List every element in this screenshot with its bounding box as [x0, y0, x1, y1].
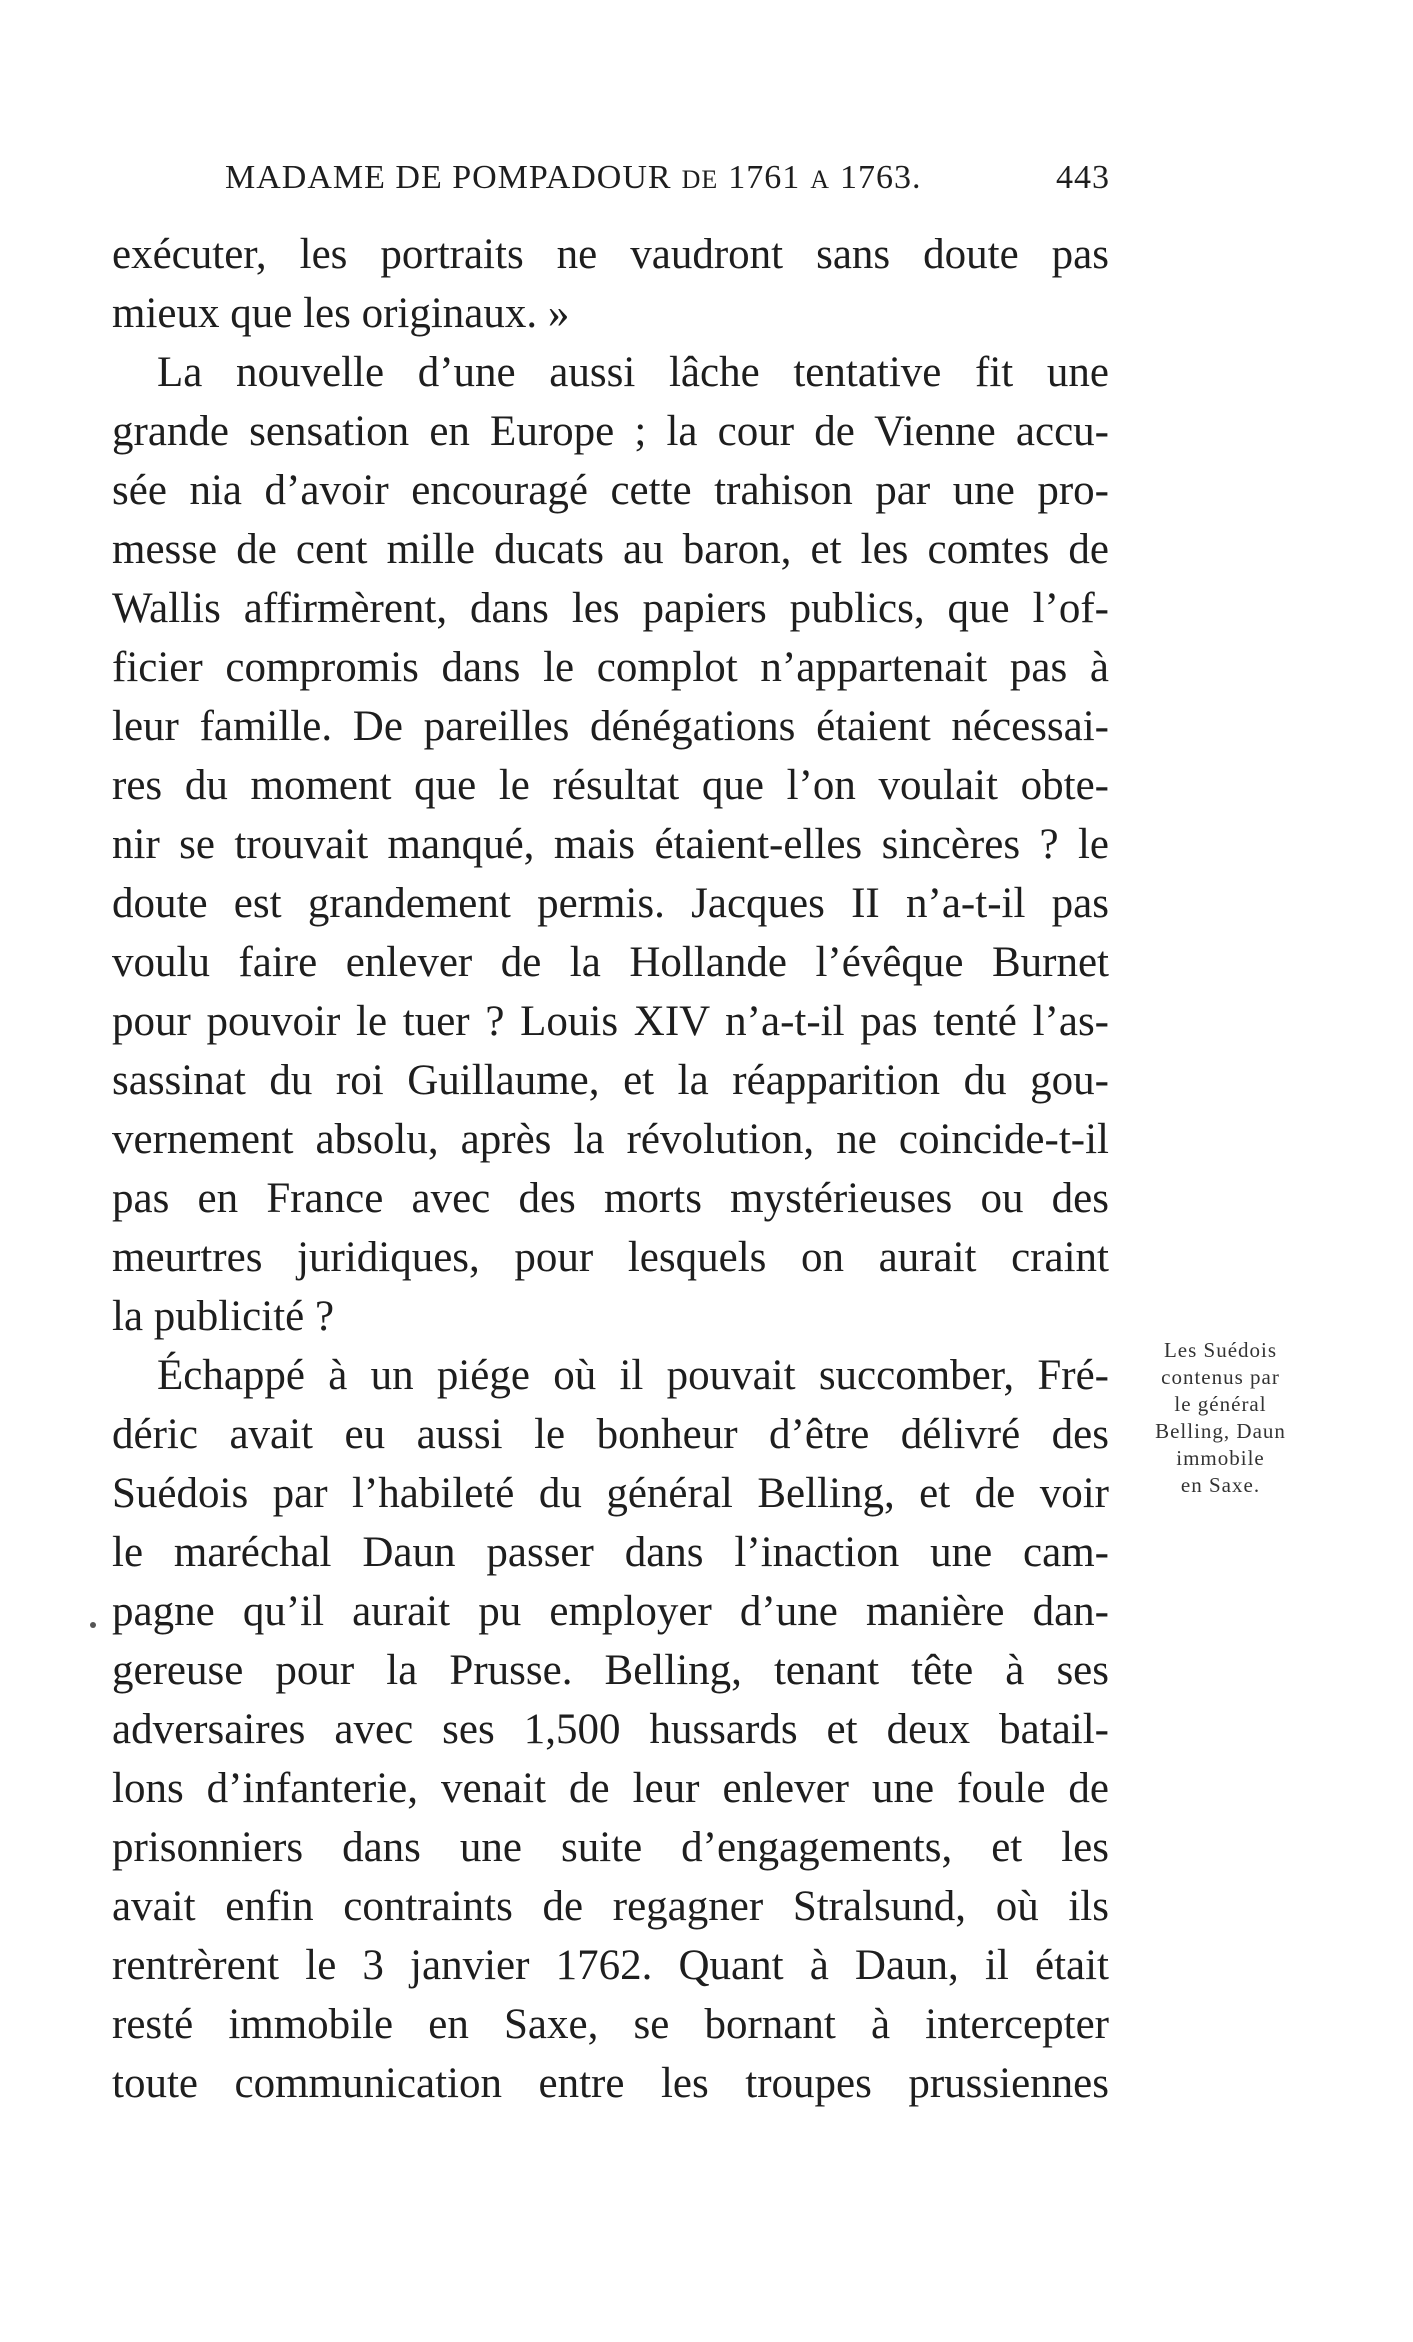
text-line: avait enfin contraints de regagner Stralsund, où ils [112, 1883, 1109, 1930]
text-line: res du moment que le résultat que l’on voulait obte- [112, 762, 1109, 809]
text-line: pour pouvoir le tuer ? Louis XIV n’a-t-il pas tenté l’as- [112, 998, 1109, 1045]
text-line: Suédois par l’habileté du général Belling, et de voir [112, 1470, 1109, 1517]
text-line: lons d’infanterie, venait de leur enlever une foule de [112, 1765, 1109, 1812]
margin-note-line: immobile [1176, 1446, 1265, 1470]
ink-speck [90, 1622, 96, 1628]
text-line: sée nia d’avoir encouragé cette trahison par une pro- [112, 467, 1109, 514]
margin-note [1138, 1337, 1303, 1499]
text-line: grande sensation en Europe ; la cour de Vienne accu- [112, 408, 1109, 455]
margin-note-line: le général [1174, 1392, 1267, 1416]
main-text [112, 225, 1109, 2113]
running-title-main: MADAME DE POMPADOUR [225, 159, 672, 196]
text-line: meurtres juridiques, pour lesquels on aurait craint [112, 1234, 1109, 1281]
running-title-a: A [810, 165, 831, 194]
running-title [225, 159, 922, 197]
text-line: déric avait eu aussi le bonheur d’être délivré des [112, 1411, 1109, 1458]
text-line: doute est grandement permis. Jacques II n’a-t-il pas [112, 880, 1109, 927]
text-line: toute communication entre les troupes prussiennes [112, 2060, 1109, 2107]
text-line: ficier compromis dans le complot n’appartenait pas à [112, 644, 1109, 691]
running-head [225, 158, 1110, 198]
text-line: prisonniers dans une suite d’engagements, et les [112, 1824, 1109, 1871]
running-title-end-year: 1763. [840, 159, 922, 196]
margin-note-line: contenus par [1161, 1365, 1280, 1389]
text-line: adversaires avec ses 1,500 hussards et deux batail- [112, 1706, 1109, 1753]
running-title-de: DE [681, 165, 719, 194]
text-line: le maréchal Daun passer dans l’inaction une cam- [112, 1529, 1109, 1576]
text-line: nir se trouvait manqué, mais étaient-elles sincères ? le [112, 821, 1109, 868]
margin-note-line: en Saxe. [1180, 1473, 1261, 1497]
text-line: Échappé à un piége où il pouvait succomber, Fré- [157, 1352, 1109, 1399]
text-line: messe de cent mille ducats au baron, et les comtes de [112, 526, 1109, 573]
text-line: rentrèrent le 3 janvier 1762. Quant à Daun, il était [112, 1942, 1109, 1989]
text-line: resté immobile en Saxe, se bornant à intercepter [112, 2001, 1109, 2048]
running-title-start-year: 1761 [728, 159, 801, 196]
text-line: Wallis affirmèrent, dans les papiers publics, que l’of- [112, 585, 1109, 632]
text-line: exécuter, les portraits ne vaudront sans doute pas [112, 231, 1109, 278]
text-line: la publicité ? [112, 1293, 335, 1340]
text-line: leur famille. De pareilles dénégations étaient nécessai- [112, 703, 1109, 750]
margin-note-line: Belling, Daun [1155, 1419, 1286, 1443]
text-line: La nouvelle d’une aussi lâche tentative fit une [157, 349, 1109, 396]
margin-note-line: Les Suédois [1163, 1338, 1278, 1362]
text-line: voulu faire enlever de la Hollande l’évêque Burnet [112, 939, 1109, 986]
text-line: mieux que les originaux. » [112, 290, 570, 337]
text-line: sassinat du roi Guillaume, et la réapparition du gou- [112, 1057, 1109, 1104]
page-number: 443 [1056, 159, 1110, 196]
text-line: pagne qu’il aurait pu employer d’une manière dan- [112, 1588, 1109, 1635]
text-line: pas en France avec des morts mystérieuses ou des [112, 1175, 1109, 1222]
text-line: vernement absolu, après la révolution, ne coincide-t-il [112, 1116, 1109, 1163]
text-line: gereuse pour la Prusse. Belling, tenant tête à ses [112, 1647, 1109, 1694]
